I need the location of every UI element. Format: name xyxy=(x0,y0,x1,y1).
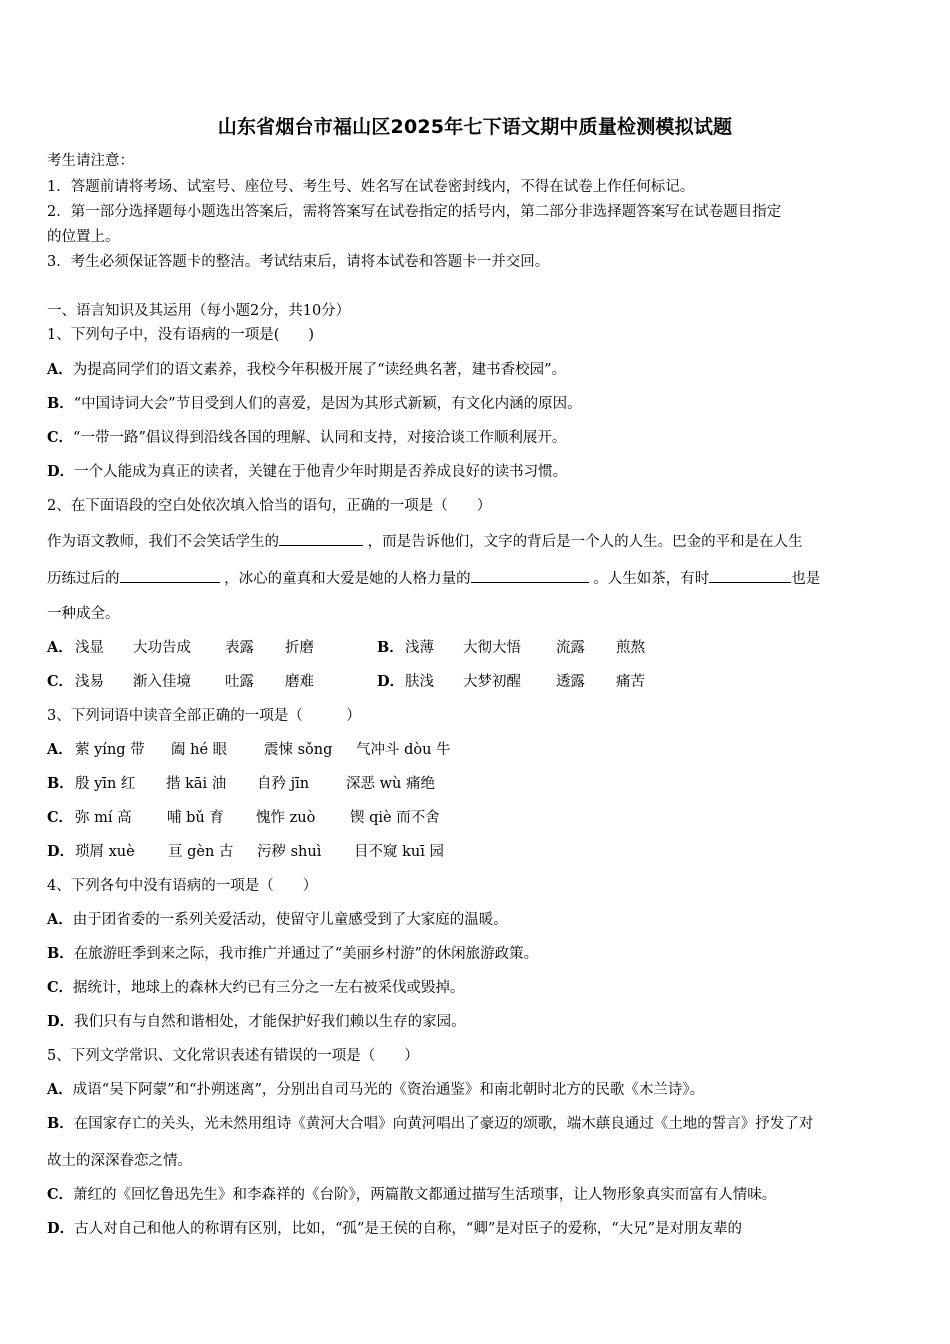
option-word: 哺 bǔ 育 xyxy=(167,810,224,826)
option-word: 深恶 wù 痛绝 xyxy=(346,776,435,792)
option-letter: B． xyxy=(47,1115,74,1132)
option-letter: D． xyxy=(47,1220,75,1237)
option-word: 折磨 xyxy=(285,640,314,656)
option-word: 殷 yīn 红 xyxy=(75,776,136,792)
option-word: 大彻大悟 xyxy=(463,640,521,656)
fill-blank xyxy=(279,530,363,546)
option-word: 透露 xyxy=(556,674,585,690)
option-word: 表露 xyxy=(225,640,254,656)
option-word: 亘 gèn 古 xyxy=(168,844,234,860)
option-d: D．古人对自己和他人的称谓有区别，比如，“孤”是王侯的自称，“卿”是对臣子的爱称，“大兄”是对朋友辈的 xyxy=(47,1220,743,1237)
option-b: B．在国家存亡的关头，光未然用组诗《黄河大合唱》向黄河唱出了豪迈的颂歌，端木蕻良通过《土地的誓言》抒发了对 xyxy=(47,1115,814,1132)
option-letter: D． xyxy=(47,463,75,480)
passage-line xyxy=(47,567,820,589)
option-letter: A． xyxy=(47,741,73,758)
option-word: 流露 xyxy=(556,640,585,656)
option-label xyxy=(47,774,75,794)
option-word: 污秽 shuì xyxy=(257,844,322,860)
option-word: 大梦初醒 xyxy=(463,674,521,690)
option-a: A．成语“吴下阿蒙”和“扑朔迷离”，分别出自司马光的《资治通鉴》和南北朝时北方的民歌《木兰诗》。 xyxy=(47,1081,705,1098)
option-letter: B． xyxy=(47,395,74,412)
option-letter: A． xyxy=(47,361,73,378)
question-stem: 5、下列文学常识、文化常识表述有错误的一项是（ ） xyxy=(47,1048,419,1064)
question-stem: 4、下列各句中没有语病的一项是（ ） xyxy=(47,878,318,894)
option-word: 煎熬 xyxy=(616,640,645,656)
option-letter: A． xyxy=(47,911,73,928)
option-letter: B． xyxy=(377,639,404,656)
fill-blank xyxy=(709,567,791,583)
option-a: A．为提高同学们的语文素养，我校今年积极开展了“读经典名著，建书香校园”。 xyxy=(47,361,567,378)
option-c: C．“一带一路”倡议得到沿线各国的理解、认同和支持，对接洽谈工作顺利展开。 xyxy=(47,429,567,446)
notice-item: 的位置上。 xyxy=(47,229,120,245)
option-d: D．我们只有与自然和谐相处，才能保护好我们赖以生存的家园。 xyxy=(47,1013,466,1030)
option-word: 气冲斗 dòu 牛 xyxy=(356,742,451,758)
option-row xyxy=(47,740,451,760)
option-word: 锲 qiè 而不舍 xyxy=(350,810,440,826)
option-word: 浅薄 xyxy=(405,640,434,656)
passage-text: 作为语文教师，我们不会笑话学生的 xyxy=(47,534,279,550)
option-row xyxy=(47,808,440,828)
option-letter: C． xyxy=(47,979,74,996)
option-letter: B． xyxy=(47,775,74,792)
option-row xyxy=(47,774,435,794)
option-letter: C． xyxy=(47,673,74,690)
section-heading: 一、语言知识及其运用（每小题2分，共10分） xyxy=(47,303,351,319)
option-label xyxy=(377,638,405,658)
option-word: 弥 mí 高 xyxy=(75,810,132,826)
option-letter: C． xyxy=(47,429,74,446)
option-label xyxy=(47,638,75,658)
passage-line xyxy=(47,530,803,552)
option-label xyxy=(47,842,75,862)
option-letter: C． xyxy=(47,1186,74,1203)
passage-text: ，冰心的童真和大爱是她的人格力量的 xyxy=(224,571,471,587)
option-word: 愧怍 zuò xyxy=(256,810,316,826)
option-label xyxy=(377,672,405,692)
option-letter: A． xyxy=(47,639,73,656)
option-word: 肤浅 xyxy=(405,674,434,690)
notice-item: 3．考生必须保证答题卡的整洁。考试结束后，请将本试卷和答题卡一并交回。 xyxy=(47,254,550,270)
option-word: 目不窥 kuī 园 xyxy=(354,844,444,860)
question-stem: 1、下列句子中，没有语病的一项是( ) xyxy=(47,327,315,343)
notice-item: 1．答题前请将考场、试室号、座位号、考生号、姓名写在试卷密封线内，不得在试卷上作任何标记。 xyxy=(47,179,695,195)
option-letter: D． xyxy=(47,843,75,860)
passage-text: 历练过后的 xyxy=(47,571,120,587)
option-word: 浅显 xyxy=(75,640,104,656)
option-word: 吐露 xyxy=(225,674,254,690)
option-c: C．萧红的《回忆鲁迅先生》和李森祥的《台阶》，两篇散文都通过描写生活琐事，让人物形象真实而富有人情味。 xyxy=(47,1186,777,1203)
option-label xyxy=(47,740,75,760)
question-stem: 2、在下面语段的空白处依次填入恰当的语句，正确的一项是（ ） xyxy=(47,498,492,514)
option-letter: D． xyxy=(47,1013,75,1030)
passage-line: 一种成全。 xyxy=(47,606,120,622)
option-b-cont: 故土的深深眷恋之情。 xyxy=(47,1153,192,1169)
option-c: C．据统计，地球上的森林大约已有三分之一左右被采伐或毁掉。 xyxy=(47,979,465,996)
option-b: B．在旅游旺季到来之际，我市推广并通过了“美丽乡村游”的休闲旅游政策。 xyxy=(47,945,539,962)
passage-text: 也是 xyxy=(791,571,821,587)
option-word: 震悚 sǒng xyxy=(264,742,333,758)
page-title: 山东省烟台市福山区2025年七下语文期中质量检测模拟试题 xyxy=(217,116,733,138)
option-word: 自矜 jīn xyxy=(257,776,310,792)
option-word: 痛苦 xyxy=(616,674,645,690)
option-word: 揩 kāi 油 xyxy=(166,776,227,792)
option-letter: D． xyxy=(377,673,405,690)
passage-text: ，而是告诉他们，文字的背后是一个人的人生。巴金的平和是在人生 xyxy=(367,534,803,550)
option-letter: B． xyxy=(47,945,74,962)
option-letter: A． xyxy=(47,1081,73,1098)
notice-item: 2．第一部分选择题每小题选出答案后，需将答案写在试卷指定的括号内，第二部分非选择题答案写在试卷题目指定 xyxy=(47,204,782,220)
option-d: D．一个人能成为真正的读者，关键在于他青少年时期是否养成良好的读书习惯。 xyxy=(47,463,568,480)
option-word: 阖 hé 眼 xyxy=(171,742,228,758)
option-word: 萦 yíng 带 xyxy=(75,742,145,758)
option-row xyxy=(47,638,645,658)
option-label xyxy=(47,672,75,692)
notice-heading: 考生请注意： xyxy=(47,153,134,169)
option-word: 磨难 xyxy=(285,674,314,690)
option-a: A．由于团省委的一系列关爱活动，使留守儿童感受到了大家庭的温暖。 xyxy=(47,911,508,928)
option-b: B．“中国诗词大会”节目受到人们的喜爱，是因为其形式新颖，有文化内涵的原因。 xyxy=(47,395,582,412)
option-word: 浅易 xyxy=(75,674,104,690)
option-letter: C． xyxy=(47,809,74,826)
option-word: 渐入佳境 xyxy=(133,674,191,690)
option-row xyxy=(47,842,444,862)
option-label xyxy=(47,808,75,828)
option-word: 大功告成 xyxy=(133,640,191,656)
option-word: 琐屑 xuè xyxy=(75,844,135,860)
passage-text: 。人生如茶，有时 xyxy=(593,571,710,587)
option-row xyxy=(47,672,645,692)
question-stem: 3、下列词语中读音全部正确的一项是（ ） xyxy=(47,708,361,724)
fill-blank xyxy=(120,567,220,583)
fill-blank xyxy=(471,567,589,583)
